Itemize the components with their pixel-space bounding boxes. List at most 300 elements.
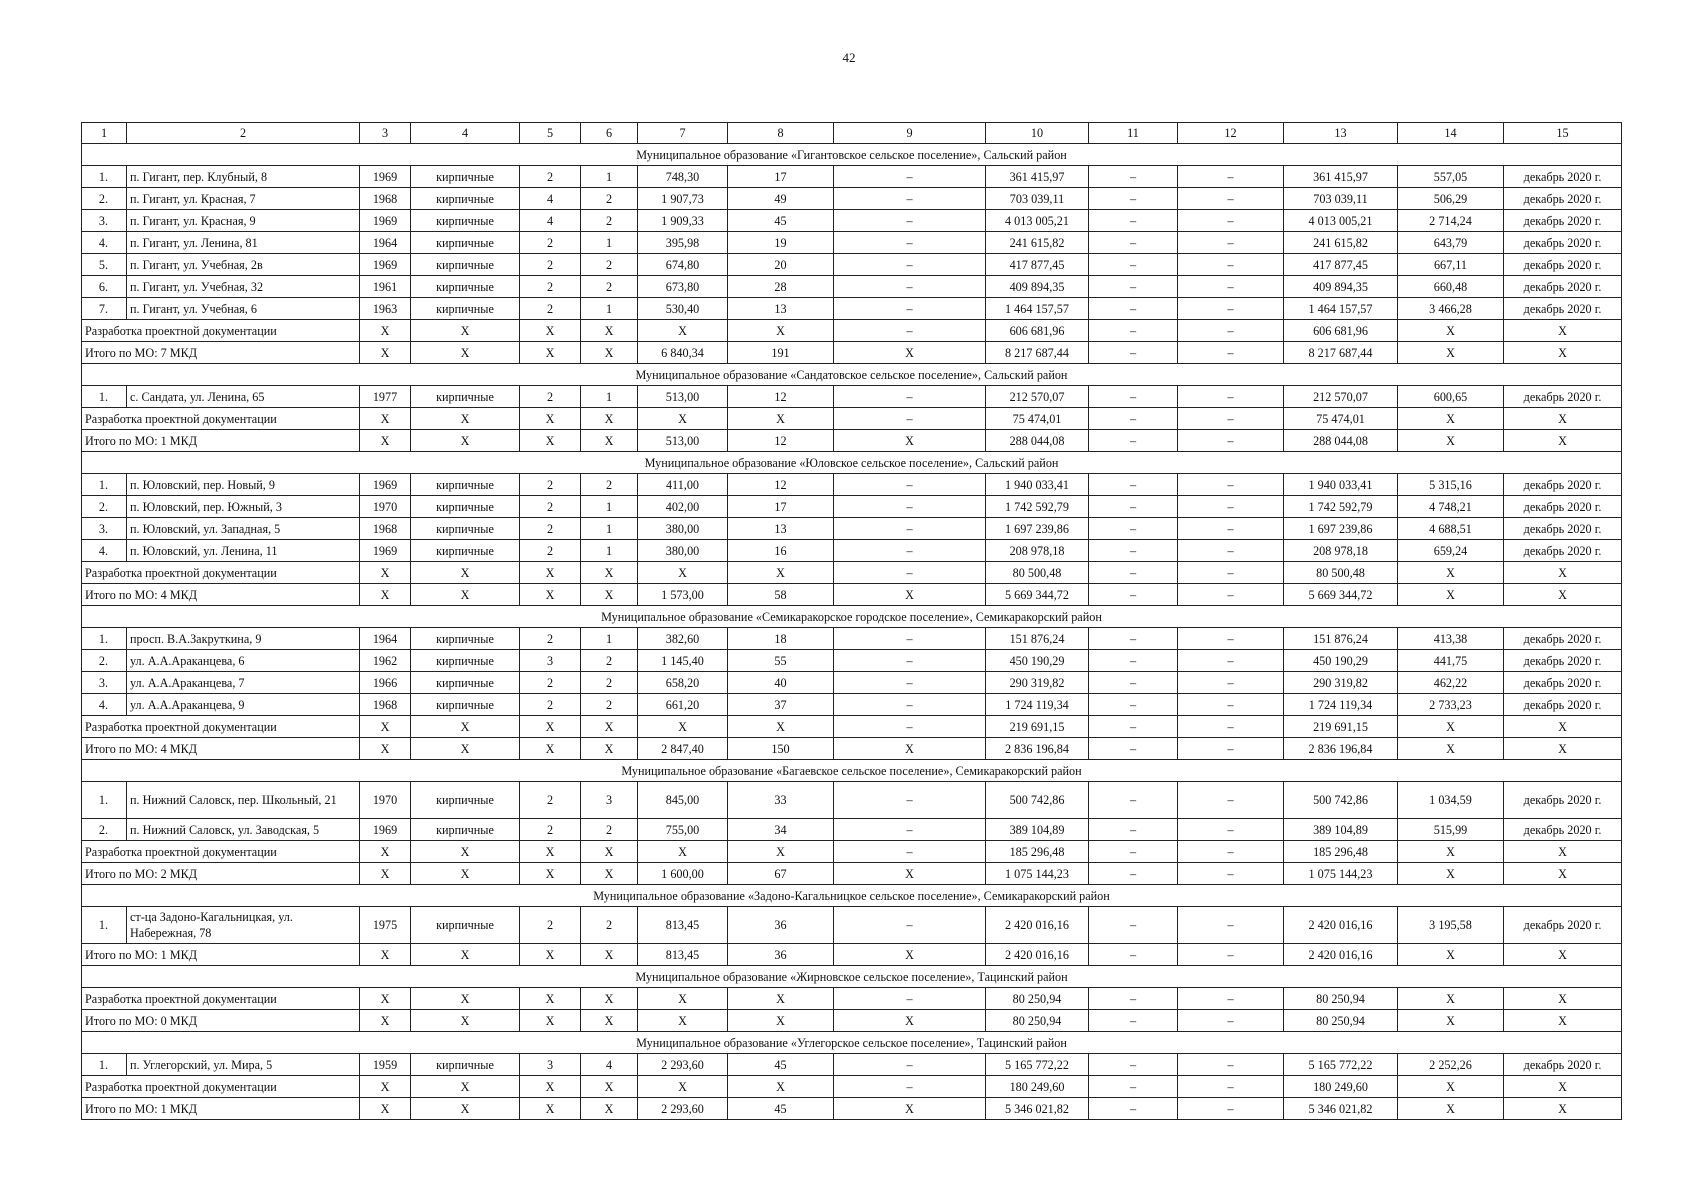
table-cell: Х (1504, 1010, 1622, 1032)
table-cell: 2 420 016,16 (986, 944, 1089, 966)
table-cell: 2 252,26 (1398, 1054, 1504, 1076)
header-cell: 8 (728, 123, 834, 144)
table-cell: Х (360, 1076, 411, 1098)
table-cell: – (1178, 386, 1284, 408)
table-cell: 1977 (360, 386, 411, 408)
table-cell: – (834, 232, 986, 254)
table-cell: – (1089, 672, 1178, 694)
table-cell: 1968 (360, 694, 411, 716)
row-number: 2. (82, 496, 127, 518)
summary-label: Разработка проектной документации (82, 988, 360, 1010)
table-cell: 361 415,97 (986, 166, 1089, 188)
table-cell: 2 (520, 496, 581, 518)
summary-row (82, 841, 1622, 863)
table-cell: – (1089, 716, 1178, 738)
table-cell: Х (728, 320, 834, 342)
table-cell: Х (411, 430, 520, 452)
table-cell: Х (834, 1010, 986, 1032)
table-cell: 2 (520, 628, 581, 650)
table-cell: 1 (581, 386, 638, 408)
table-cell: – (1089, 1076, 1178, 1098)
table-cell: 12 (728, 430, 834, 452)
table-cell: – (834, 386, 986, 408)
address-cell: п. Гигант, ул. Ленина, 81 (127, 232, 360, 254)
table-cell: Х (834, 863, 986, 885)
table-cell: Х (1398, 584, 1504, 606)
table-cell: Х (411, 342, 520, 364)
address-cell: п. Углегорский, ул. Мира, 5 (127, 1054, 360, 1076)
table-cell: 180 249,60 (1284, 1076, 1398, 1098)
table-cell: 2 (520, 907, 581, 944)
table-cell: Х (411, 320, 520, 342)
table-cell: кирпичные (411, 672, 520, 694)
summary-label: Итого по МО: 4 МКД (82, 584, 360, 606)
table-cell: 185 296,48 (1284, 841, 1398, 863)
house-row (82, 628, 1622, 650)
table-cell: 1 (581, 298, 638, 320)
table-cell: 361 415,97 (1284, 166, 1398, 188)
table-cell: – (1178, 650, 1284, 672)
section-row (82, 885, 1622, 907)
table-cell: 55 (728, 650, 834, 672)
summary-label: Разработка проектной документации (82, 1076, 360, 1098)
table-cell: – (1178, 320, 1284, 342)
table-cell: 45 (728, 210, 834, 232)
table-cell: 1 909,33 (638, 210, 728, 232)
table-cell: Х (360, 408, 411, 430)
table-cell: – (1178, 540, 1284, 562)
address-cell: п. Юловский, ул. Западная, 5 (127, 518, 360, 540)
table-cell: Х (638, 716, 728, 738)
table-cell: – (1089, 863, 1178, 885)
table-cell: – (1178, 254, 1284, 276)
table-cell: 58 (728, 584, 834, 606)
table-cell: Х (638, 988, 728, 1010)
table-cell: кирпичные (411, 628, 520, 650)
table-cell: 8 217 687,44 (1284, 342, 1398, 364)
table-cell: 80 250,94 (986, 988, 1089, 1010)
table-cell: Х (834, 944, 986, 966)
table-cell: – (834, 276, 986, 298)
summary-row (82, 430, 1622, 452)
house-row (82, 276, 1622, 298)
table-cell: Х (1504, 342, 1622, 364)
table-cell: 2 (520, 298, 581, 320)
table-cell: Х (1504, 430, 1622, 452)
table-cell: – (1089, 628, 1178, 650)
summary-label: Разработка проектной документации (82, 320, 360, 342)
table-cell: Х (1398, 320, 1504, 342)
table-cell: Х (360, 1098, 411, 1120)
table-cell: 1 573,00 (638, 584, 728, 606)
table-cell: 219 691,15 (986, 716, 1089, 738)
table-cell: 37 (728, 694, 834, 716)
table-cell: Х (728, 841, 834, 863)
house-row (82, 496, 1622, 518)
table-cell: Х (728, 716, 834, 738)
table-cell: Х (520, 430, 581, 452)
table-cell: 2 (520, 782, 581, 819)
table-cell: Х (520, 716, 581, 738)
table-cell: – (1089, 562, 1178, 584)
table-cell: Х (581, 716, 638, 738)
table-cell: Х (411, 408, 520, 430)
table-cell: Х (411, 944, 520, 966)
house-row (82, 672, 1622, 694)
house-row (82, 819, 1622, 841)
summary-row (82, 944, 1622, 966)
table-cell: 1969 (360, 474, 411, 496)
house-row (82, 907, 1622, 944)
table-cell: – (1089, 232, 1178, 254)
table-cell: 5 669 344,72 (986, 584, 1089, 606)
table-cell: декабрь 2020 г. (1504, 232, 1622, 254)
table-cell: 1 940 033,41 (1284, 474, 1398, 496)
summary-label: Итого по МО: 4 МКД (82, 738, 360, 760)
table-cell: Х (638, 408, 728, 430)
section-title: Муниципальное образование «Семикаракорское городское поселение», Семикаракорский район (82, 606, 1622, 628)
table-cell: Х (411, 1076, 520, 1098)
house-row (82, 232, 1622, 254)
table-cell: – (1178, 1098, 1284, 1120)
table-cell: 2 (520, 694, 581, 716)
table-cell: кирпичные (411, 276, 520, 298)
table-cell: 530,40 (638, 298, 728, 320)
row-number: 3. (82, 210, 127, 232)
table-cell: 2 836 196,84 (986, 738, 1089, 760)
table-cell: 12 (728, 386, 834, 408)
table-cell: 2 420 016,16 (986, 907, 1089, 944)
table-cell: 661,20 (638, 694, 728, 716)
table-cell: 6 840,34 (638, 342, 728, 364)
table-cell: Х (360, 944, 411, 966)
table-cell: Х (581, 944, 638, 966)
table-cell: 1 075 144,23 (1284, 863, 1398, 885)
table-cell: 2 (520, 386, 581, 408)
table-cell: – (1178, 628, 1284, 650)
table-cell: Х (520, 320, 581, 342)
table-cell: 19 (728, 232, 834, 254)
table-cell: Х (1398, 988, 1504, 1010)
table-cell: 5 346 021,82 (986, 1098, 1089, 1120)
table-cell: 1968 (360, 518, 411, 540)
table-cell: 1 (581, 232, 638, 254)
table-cell: 1969 (360, 210, 411, 232)
table-cell: 703 039,11 (1284, 188, 1398, 210)
document-table-container (81, 122, 1621, 1120)
table-cell: 80 500,48 (1284, 562, 1398, 584)
table-cell: Х (834, 584, 986, 606)
table-cell: Х (638, 562, 728, 584)
table-cell: – (1089, 694, 1178, 716)
table-cell: – (1089, 386, 1178, 408)
table-cell: Х (581, 1098, 638, 1120)
table-cell: – (1089, 188, 1178, 210)
table-cell: 3 (520, 1054, 581, 1076)
table-cell: Х (411, 841, 520, 863)
section-title: Муниципальное образование «Углегорское сельское поселение», Тацинский район (82, 1032, 1622, 1054)
table-cell: 3 (581, 782, 638, 819)
header-cell: 7 (638, 123, 728, 144)
table-cell: – (1178, 232, 1284, 254)
table-cell: 2 (581, 650, 638, 672)
table-cell: – (1178, 988, 1284, 1010)
table-cell: Х (1398, 562, 1504, 584)
row-number: 2. (82, 650, 127, 672)
table-cell: Х (1398, 1010, 1504, 1032)
summary-row (82, 716, 1622, 738)
table-cell: декабрь 2020 г. (1504, 650, 1622, 672)
table-cell: 462,22 (1398, 672, 1504, 694)
table-cell: Х (1398, 430, 1504, 452)
table-cell: Х (581, 430, 638, 452)
table-cell: 2 293,60 (638, 1098, 728, 1120)
table-cell: 4 013 005,21 (986, 210, 1089, 232)
table-cell: – (834, 188, 986, 210)
table-cell: 2 714,24 (1398, 210, 1504, 232)
table-cell: 402,00 (638, 496, 728, 518)
table-cell: Х (360, 430, 411, 452)
table-cell: – (1089, 474, 1178, 496)
table-cell: кирпичные (411, 650, 520, 672)
table-cell: 389 104,89 (986, 819, 1089, 841)
table-cell: 4 (520, 188, 581, 210)
summary-label: Разработка проектной документации (82, 841, 360, 863)
row-number: 6. (82, 276, 127, 298)
header-cell: 1 (82, 123, 127, 144)
table-cell: 219 691,15 (1284, 716, 1398, 738)
table-cell: Х (1398, 863, 1504, 885)
table-cell: декабрь 2020 г. (1504, 210, 1622, 232)
table-cell: Х (1504, 1076, 1622, 1098)
table-cell: 290 319,82 (1284, 672, 1398, 694)
table-cell: 515,99 (1398, 819, 1504, 841)
table-cell: – (1178, 907, 1284, 944)
table-cell: кирпичные (411, 166, 520, 188)
table-cell: 1 742 592,79 (1284, 496, 1398, 518)
table-cell: 1 145,40 (638, 650, 728, 672)
table-cell: 1 (581, 518, 638, 540)
table-cell: Х (360, 342, 411, 364)
row-number: 1. (82, 628, 127, 650)
table-cell: 2 (520, 232, 581, 254)
summary-row (82, 1098, 1622, 1120)
table-cell: 755,00 (638, 819, 728, 841)
table-cell: 1969 (360, 540, 411, 562)
table-cell: 1 724 119,34 (1284, 694, 1398, 716)
row-number: 1. (82, 1054, 127, 1076)
table-cell: 380,00 (638, 518, 728, 540)
table-cell: – (1178, 819, 1284, 841)
table-cell: – (1089, 166, 1178, 188)
row-number: 4. (82, 694, 127, 716)
table-cell: – (834, 1054, 986, 1076)
table-cell: Х (728, 1076, 834, 1098)
table-cell: – (1089, 342, 1178, 364)
table-cell: 1969 (360, 254, 411, 276)
table-cell: – (834, 518, 986, 540)
header-row (82, 123, 1622, 144)
table-cell: – (834, 694, 986, 716)
table-cell: 4 (581, 1054, 638, 1076)
table-cell: Х (1504, 738, 1622, 760)
section-title: Муниципальное образование «Юловское сельское поселение», Сальский район (82, 452, 1622, 474)
table-cell: Х (1504, 1098, 1622, 1120)
header-cell: 5 (520, 123, 581, 144)
address-cell: п. Юловский, пер. Новый, 9 (127, 474, 360, 496)
table-cell: декабрь 2020 г. (1504, 540, 1622, 562)
table-cell: Х (728, 408, 834, 430)
table-cell: декабрь 2020 г. (1504, 628, 1622, 650)
table-cell: 2 (581, 819, 638, 841)
table-cell: 1959 (360, 1054, 411, 1076)
table-cell: 382,60 (638, 628, 728, 650)
table-cell: 49 (728, 188, 834, 210)
table-cell: Х (360, 320, 411, 342)
table-cell: 151 876,24 (1284, 628, 1398, 650)
table-cell: Х (638, 1010, 728, 1032)
header-cell: 6 (581, 123, 638, 144)
row-number: 1. (82, 474, 127, 496)
table-cell: 67 (728, 863, 834, 885)
table-cell: Х (520, 988, 581, 1010)
table-cell: 2 293,60 (638, 1054, 728, 1076)
table-cell: кирпичные (411, 386, 520, 408)
summary-label: Разработка проектной документации (82, 408, 360, 430)
house-row (82, 210, 1622, 232)
table-cell: 1964 (360, 628, 411, 650)
summary-label: Итого по МО: 1 МКД (82, 430, 360, 452)
table-cell: Х (411, 738, 520, 760)
table-cell: Х (638, 320, 728, 342)
address-cell: п. Юловский, ул. Ленина, 11 (127, 540, 360, 562)
address-cell: п. Юловский, пер. Южный, 3 (127, 496, 360, 518)
table-cell: декабрь 2020 г. (1504, 672, 1622, 694)
table-cell: Х (581, 841, 638, 863)
table-cell: 288 044,08 (1284, 430, 1398, 452)
summary-label: Итого по МО: 0 МКД (82, 1010, 360, 1032)
table-cell: – (1178, 496, 1284, 518)
table-cell: 411,00 (638, 474, 728, 496)
table-cell: 1 697 239,86 (1284, 518, 1398, 540)
table-cell: 3 (520, 650, 581, 672)
table-cell: кирпичные (411, 254, 520, 276)
row-number: 2. (82, 819, 127, 841)
summary-row (82, 1010, 1622, 1032)
table-cell: 600,65 (1398, 386, 1504, 408)
table-cell: декабрь 2020 г. (1504, 782, 1622, 819)
table-cell: 2 (520, 254, 581, 276)
table-cell: – (1089, 408, 1178, 430)
table-cell: 1 (581, 166, 638, 188)
table-cell: – (1178, 276, 1284, 298)
table-cell: 667,11 (1398, 254, 1504, 276)
table-cell: Х (360, 738, 411, 760)
summary-row (82, 562, 1622, 584)
table-cell: 12 (728, 474, 834, 496)
table-cell: – (1178, 210, 1284, 232)
table-cell: 3 466,28 (1398, 298, 1504, 320)
table-cell: 4 013 005,21 (1284, 210, 1398, 232)
table-cell: 212 570,07 (1284, 386, 1398, 408)
table-cell: 2 420 016,16 (1284, 907, 1398, 944)
table-cell: – (834, 320, 986, 342)
table-cell: 4 748,21 (1398, 496, 1504, 518)
section-row (82, 452, 1622, 474)
table-cell: – (834, 254, 986, 276)
table-cell: 2 (520, 276, 581, 298)
table-cell: – (834, 672, 986, 694)
table-cell: 1964 (360, 232, 411, 254)
table-cell: – (1178, 430, 1284, 452)
table-cell: 5 346 021,82 (1284, 1098, 1398, 1120)
table-cell: 191 (728, 342, 834, 364)
table-cell: 513,00 (638, 386, 728, 408)
table-cell: Х (638, 841, 728, 863)
section-title: Муниципальное образование «Гигантовское сельское поселение», Сальский район (82, 144, 1622, 166)
summary-label: Разработка проектной документации (82, 562, 360, 584)
section-row (82, 144, 1622, 166)
table-cell: 1962 (360, 650, 411, 672)
header-cell: 3 (360, 123, 411, 144)
house-row (82, 694, 1622, 716)
table-cell: 2 (520, 672, 581, 694)
table-cell: Х (1398, 738, 1504, 760)
table-cell: Х (520, 841, 581, 863)
table-cell: 18 (728, 628, 834, 650)
row-number: 2. (82, 188, 127, 210)
house-row (82, 166, 1622, 188)
table-cell: кирпичные (411, 232, 520, 254)
summary-row (82, 320, 1622, 342)
table-cell: – (834, 408, 986, 430)
header-cell: 13 (1284, 123, 1398, 144)
table-cell: Х (411, 584, 520, 606)
table-cell: – (1089, 254, 1178, 276)
table-cell: кирпичные (411, 1054, 520, 1076)
table-cell: Х (1504, 944, 1622, 966)
table-cell: Х (581, 320, 638, 342)
address-cell: п. Гигант, пер. Клубный, 8 (127, 166, 360, 188)
table-cell: 290 319,82 (986, 672, 1089, 694)
table-cell: декабрь 2020 г. (1504, 496, 1622, 518)
address-cell: п. Гигант, ул. Учебная, 6 (127, 298, 360, 320)
table-cell: – (1178, 562, 1284, 584)
table-cell: 36 (728, 907, 834, 944)
row-number: 4. (82, 232, 127, 254)
row-number: 1. (82, 166, 127, 188)
table-cell: 2 733,23 (1398, 694, 1504, 716)
table-cell: – (1089, 1098, 1178, 1120)
table-cell: 2 (581, 672, 638, 694)
table-cell: декабрь 2020 г. (1504, 694, 1622, 716)
table-cell: 441,75 (1398, 650, 1504, 672)
header-cell: 11 (1089, 123, 1178, 144)
table-cell: 1 (581, 628, 638, 650)
table-cell: Х (1504, 863, 1622, 885)
table-cell: 40 (728, 672, 834, 694)
table-cell: Х (411, 863, 520, 885)
header-cell: 14 (1398, 123, 1504, 144)
table-cell: 80 250,94 (1284, 988, 1398, 1010)
table-cell: – (1178, 1010, 1284, 1032)
summary-label: Итого по МО: 1 МКД (82, 944, 360, 966)
table-cell: Х (360, 562, 411, 584)
table-cell: 1 (581, 540, 638, 562)
table-cell: 643,79 (1398, 232, 1504, 254)
table-cell: 5 165 772,22 (986, 1054, 1089, 1076)
table-cell: 845,00 (638, 782, 728, 819)
